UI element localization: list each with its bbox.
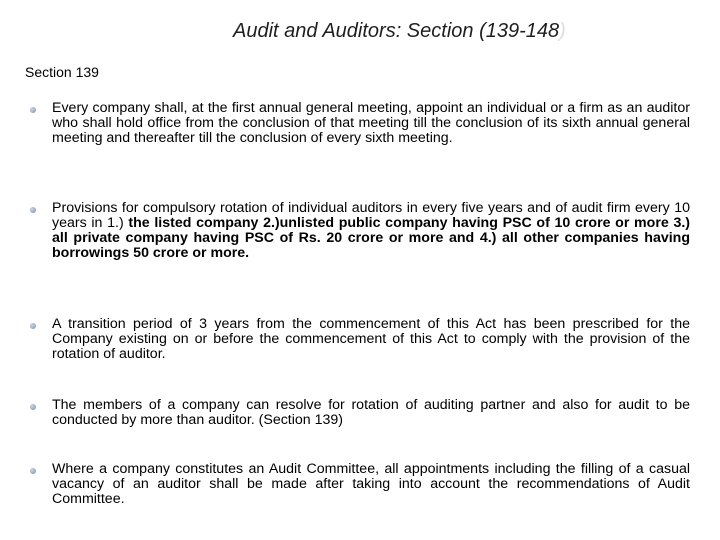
bullet-item: [30, 462, 690, 507]
bullet-text: [52, 201, 690, 261]
slide-title-trailing: ): [559, 20, 566, 42]
bullet-text: A transition period of 3 years from the commencement of this Act has been prescribed for the Company existing on or before the commencement of this Act to comply with the provision of the rotation of auditor.: [52, 316, 690, 362]
bullet-text: Where a company constitutes an Audit Committee, all appointments including the filling of a casual vacancy of an auditor shall be made after taking into account the recommendations of Audit Committee.: [52, 461, 690, 507]
bullet-dot-icon: [30, 468, 36, 474]
bullet-item: [30, 398, 690, 428]
bullet-item: [30, 317, 690, 362]
slide-title: [233, 20, 566, 43]
slide-title-text: Audit and Auditors: Section (139-148: [233, 20, 560, 42]
bullet-item: [30, 201, 690, 261]
bullet-text-bold: the listed company 2.)unlisted public company having PSC of 10 crore or more 3.) all private company having PSC of Rs. 20 crore or more and 4.) all other companies having borrowings 50 crore or more.: [52, 215, 690, 261]
section-heading: Section 139: [25, 64, 99, 80]
bullet-text: The members of a company can resolve for rotation of auditing partner and also for audit to be conducted by more than auditor. (Section 139): [52, 397, 690, 428]
bullet-dot-icon: [30, 404, 36, 410]
bullet-text-plain: Provisions for compulsory rotation of individual auditors in every five years and of audit firm every 10 years in 1.): [52, 200, 690, 231]
bullet-item: [30, 101, 690, 146]
bullet-dot-icon: [30, 323, 36, 329]
bullet-dot-icon: [30, 107, 36, 113]
bullet-dot-icon: [30, 207, 36, 213]
bullet-text: Every company shall, at the first annual general meeting, appoint an individual or a firm as an auditor who shall hold office from the conclusion of that meeting till the conclusion of its sixth annual general meeting and thereafter till the conclusion of every sixth meeting.: [52, 100, 690, 146]
